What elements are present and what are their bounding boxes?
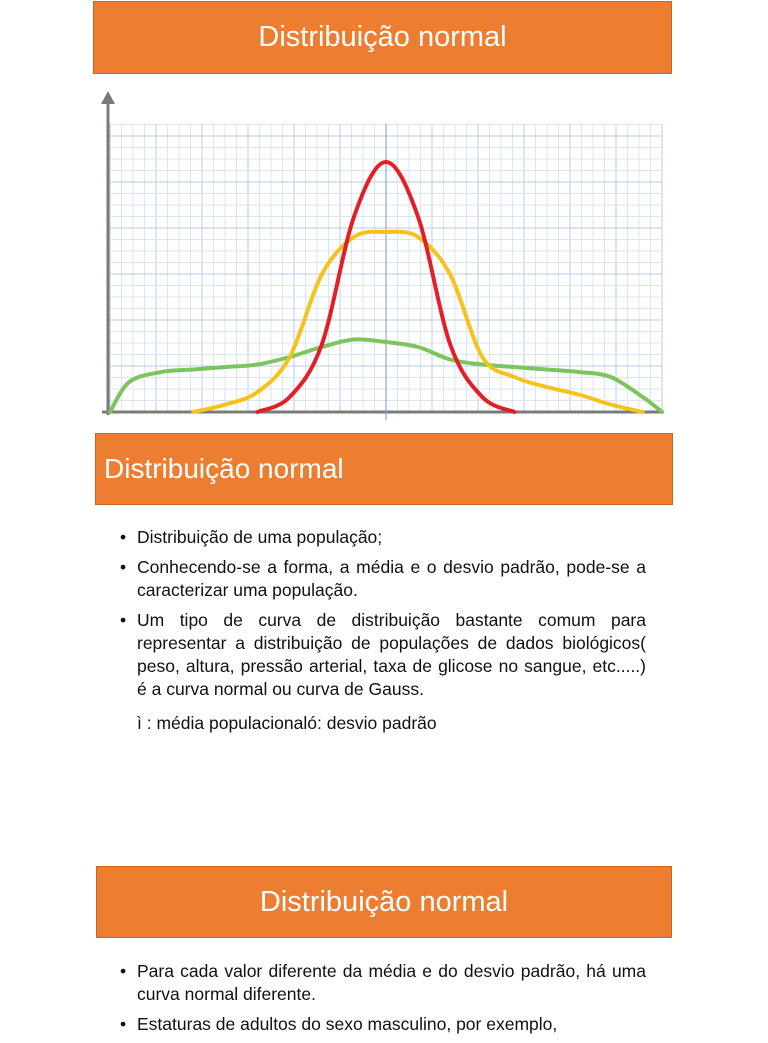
- normal-distribution-chart: [96, 88, 672, 426]
- slide2-bullet-list: [120, 526, 646, 708]
- slide2-title-banner: [95, 433, 673, 505]
- slide3-bullet-list: [120, 960, 646, 1043]
- slide3-title: Distribuição normal: [259, 885, 509, 918]
- slide3-title-banner: [96, 866, 672, 938]
- slide2-bullet-1: • Distribuição de uma população;: [120, 527, 383, 547]
- slide2-bullet-3: • Um tipo de curva de distribuição bastante comum para representar a distribuição de populações de dados biológicos( peso, altura, pressão arterial, taxa de glicose no sangue, etc.....) é a curva normal ou curva de Gauss.: [120, 610, 646, 699]
- slide2-legend-note: ì : média populacionaló: desvio padrão: [137, 713, 437, 733]
- slide1-title: Distribuição normal: [258, 21, 507, 53]
- slide2-bullet-2: • Conhecendo-se a forma, a média e o desvio padrão, pode-se a caracterizar uma população.: [120, 557, 646, 600]
- slide3-bullet-2: • Estaturas de adultos do sexo masculino, por exemplo,: [120, 1014, 558, 1034]
- slide1-title-banner: [93, 1, 672, 74]
- normal-curve-2: [193, 232, 642, 412]
- slide3-bullet-1: • Para cada valor diferente da média e do desvio padrão, há uma curva normal diferente.: [120, 961, 646, 1004]
- slide2-title: Distribuição normal: [104, 453, 344, 484]
- y-axis-arrow: [101, 91, 115, 104]
